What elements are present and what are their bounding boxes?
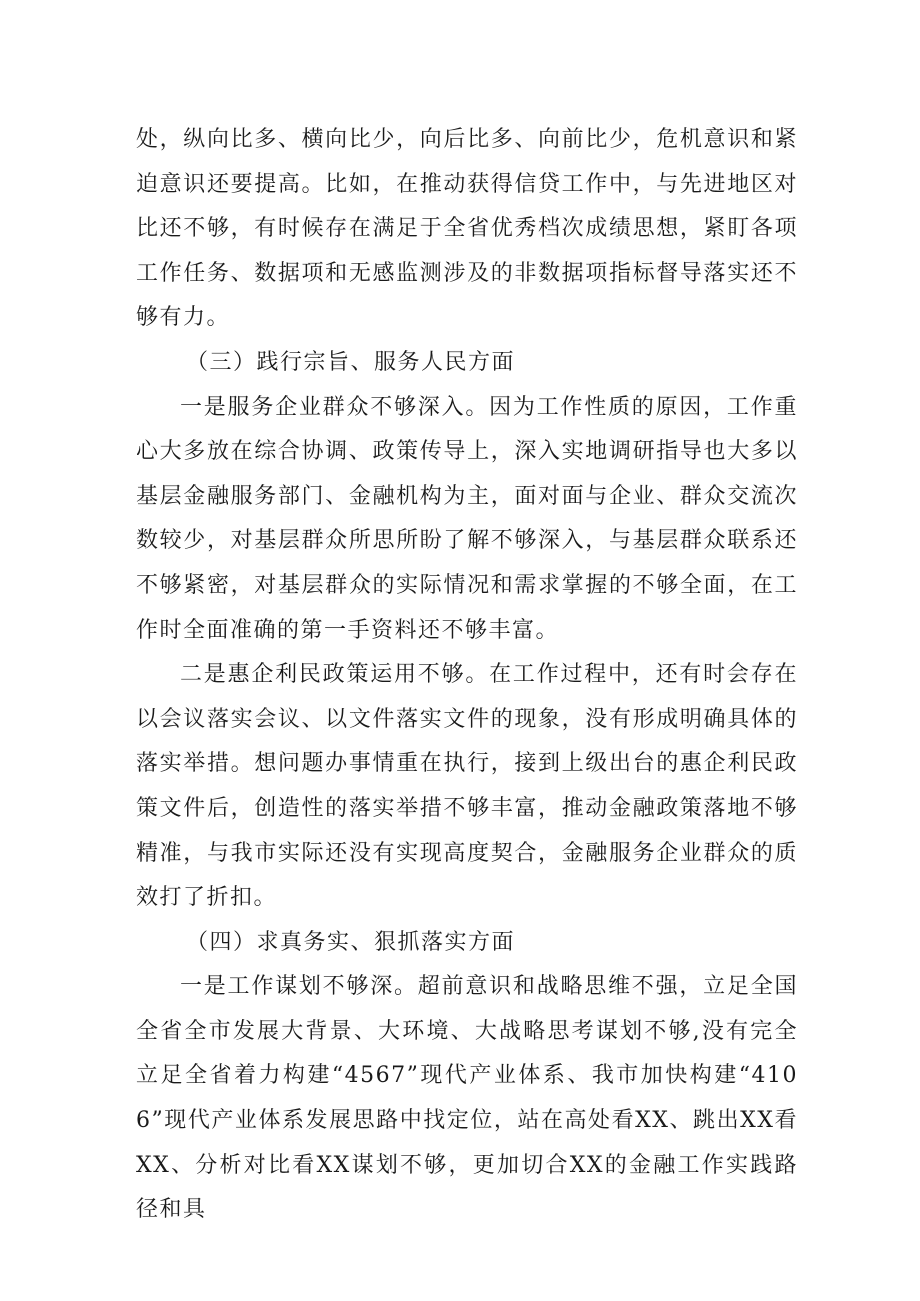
paragraph-service-depth: 一是服务企业群众不够深入。因为工作性质的原因，工作重心大多放在综合协调、政策传导上，深入实地调研指导也大多以基层金融服务部门、金融机构为主，面对面与企业、群众交流次数较少，对基层群众所思所盼了解不够深入，与基层群众联系还不够紧密，对基层群众的实际情况和需求掌握的不够全面，在工作时全面准确的第一手资料还不够丰富。 (136, 394, 798, 643)
paragraph-continuation: 处，纵向比多、横向比少，向后比多、向前比少，危机意识和紧迫意识还要提高。比如，在推动获得信贷工作中，与先进地区对比还不够，有时候存在满足于全省优秀档次成绩思想，紧盯各项工作任务、数据项和无感监测涉及的非数据项指标督导落实还不够有力。 (136, 127, 798, 331)
paragraph-policy-use: 二是惠企利民政策运用不够。在工作过程中，还有时会存在以会议落实会议、以文件落实文件的现象，没有形成明确具体的落实举措。想问题办事情重在执行，接到上级出台的惠企利民政策文件后，创造性的落实举措不够丰富，推动金融政策落地不够精准，与我市实际还没有实现高度契合，金融服务企业群众的质效打了折扣。 (136, 662, 798, 911)
document-body (136, 118, 798, 1233)
section-heading-4: （四）求真务实、狠抓落实方面 (186, 929, 516, 955)
section-heading-3: （三）践行宗旨、服务人民方面 (186, 349, 516, 375)
paragraph-work-planning: 一是工作谋划不够深。超前意识和战略思维不强，立足全国全省全市发展大背景、大环境、大战略思考谋划不够,没有完全立足全省着力构建“4567”现代产业体系、我市加快构建“4106”现代产业体系发展思路中找定位，站在高处看XX、跳出XX看XX、分析对比看XX谋划不够，更加切合XX的金融工作实践路径和具 (136, 974, 798, 1223)
